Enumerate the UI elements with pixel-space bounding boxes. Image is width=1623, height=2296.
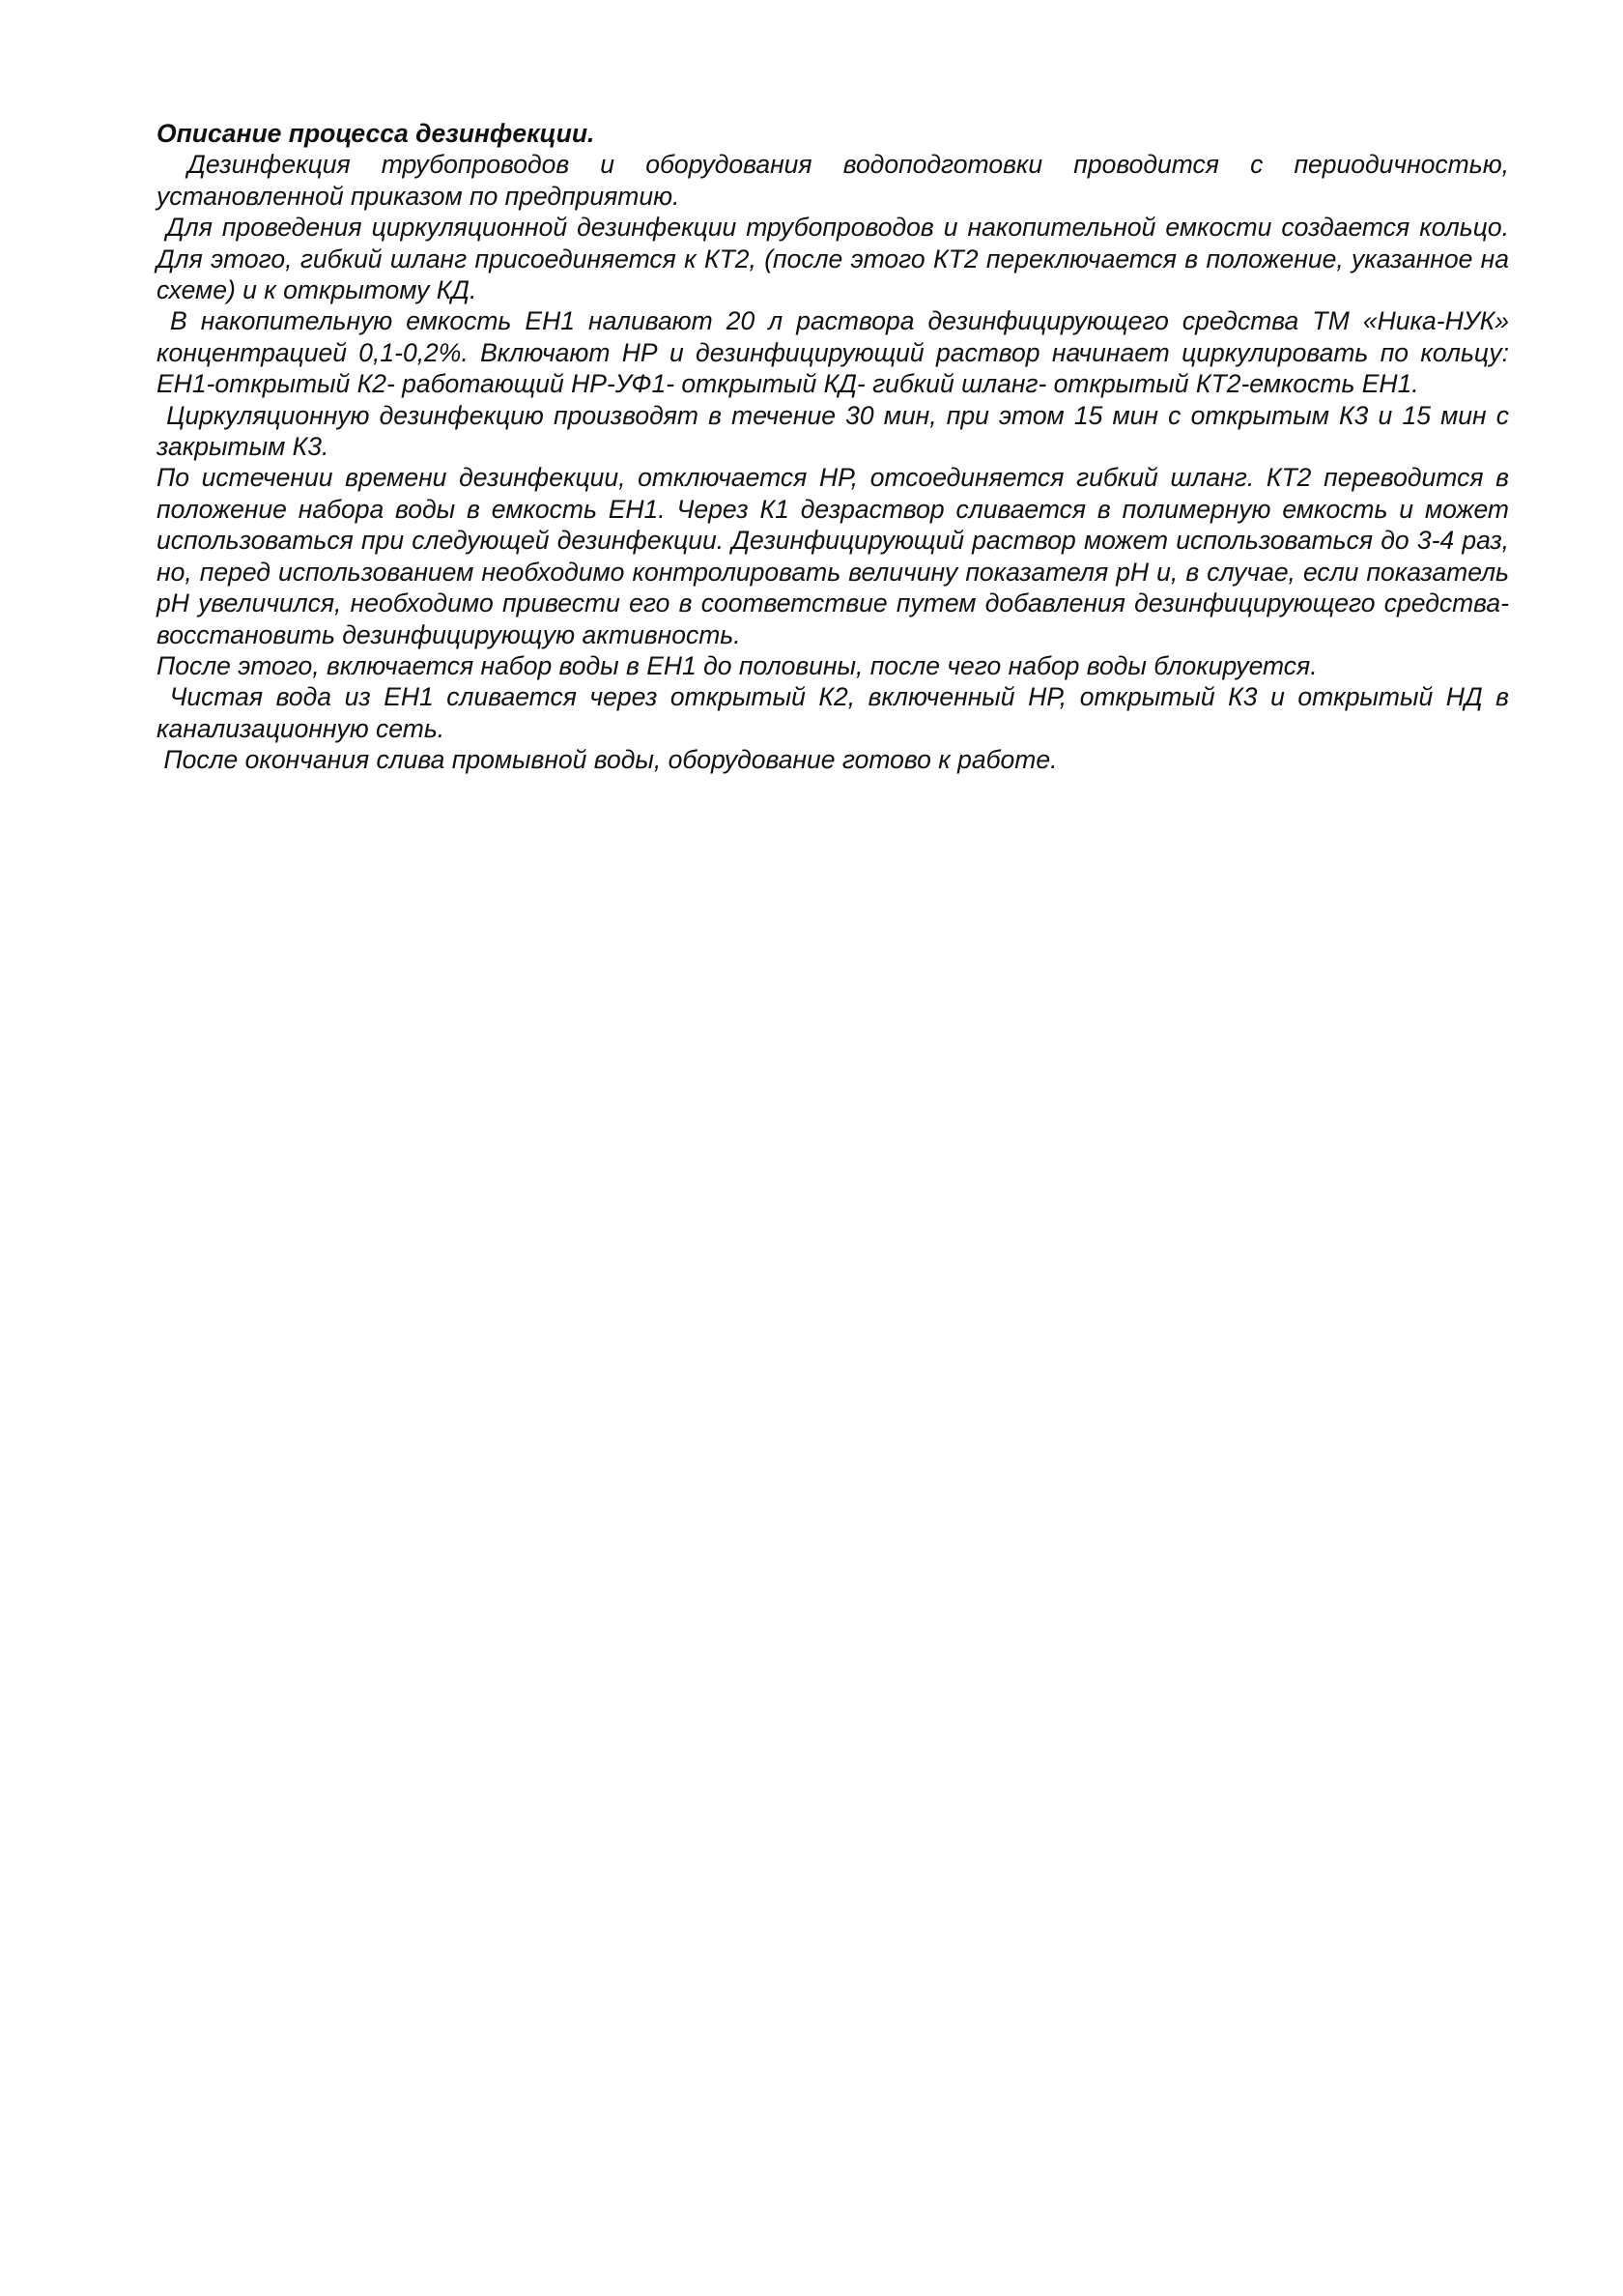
paragraph-periodicity: Дезинфекция трубопроводов и оборудования водоподготовки проводится с периодичностью, установленной приказом по предприятию. [157, 150, 1509, 211]
paragraph-circulation-ring: Для проведения циркуляционной дезинфекции трубопроводов и накопительной емкости создается кольцо. Для этого, гибкий шланг присоединяется к КТ2, (после этого КТ2 переключается в положение, указанное на схеме) и к открытому КД. [157, 213, 1509, 305]
paragraph-drain: Чистая вода из ЕН1 сливается через открытый К2, включенный НР, открытый К3 и открытый НД в канализационную сеть. [157, 682, 1509, 743]
paragraph-ready: После окончания слива промывной воды, оборудование готово к работе. [163, 745, 1058, 775]
paragraph-solution-fill: В накопительную емкость ЕН1 наливают 20 л раствора дезинфицирующего средства ТМ «Ника-НУК» концентрацией 0,1-0,2%. Включают НР и дезинфицирующий раствор начинает циркулировать по кольцу: ЕН1-открытый К2- работающий НР-УФ1- открытый КД- гибкий шланг- открытый КТ2-емкость ЕН1. [157, 306, 1510, 399]
document-title: Описание процесса дезинфекции. [157, 119, 595, 148]
paragraph-water-fill: После этого, включается набор воды в ЕН1 до половины, после чего набор воды блокируется. [157, 650, 1318, 680]
document-body [157, 118, 1509, 776]
paragraph-after-disinfection: По истечении времени дезинфекции, отключается НР, отсоединяется гибкий шланг. КТ2 переводится в положение набора воды в емкость ЕН1. Через К1 дезраствор сливается в полимерную емкость и может использоваться при следующей дезинфекции. Дезинфицирующий раствор может использоваться до 3-4 раз, но, перед использованием необходимо контролировать величину показателя рН и, в случае, если показатель рН увеличился, необходимо привести его в соответствие путем добавления дезинфицирующего средства- восстановить дезинфицирующую активность. [157, 463, 1509, 649]
paragraph-circulation-time: Циркуляционную дезинфекцию производят в течение 30 мин, при этом 15 мин с открытым К3 и 15 мин с закрытым К3. [157, 400, 1509, 462]
